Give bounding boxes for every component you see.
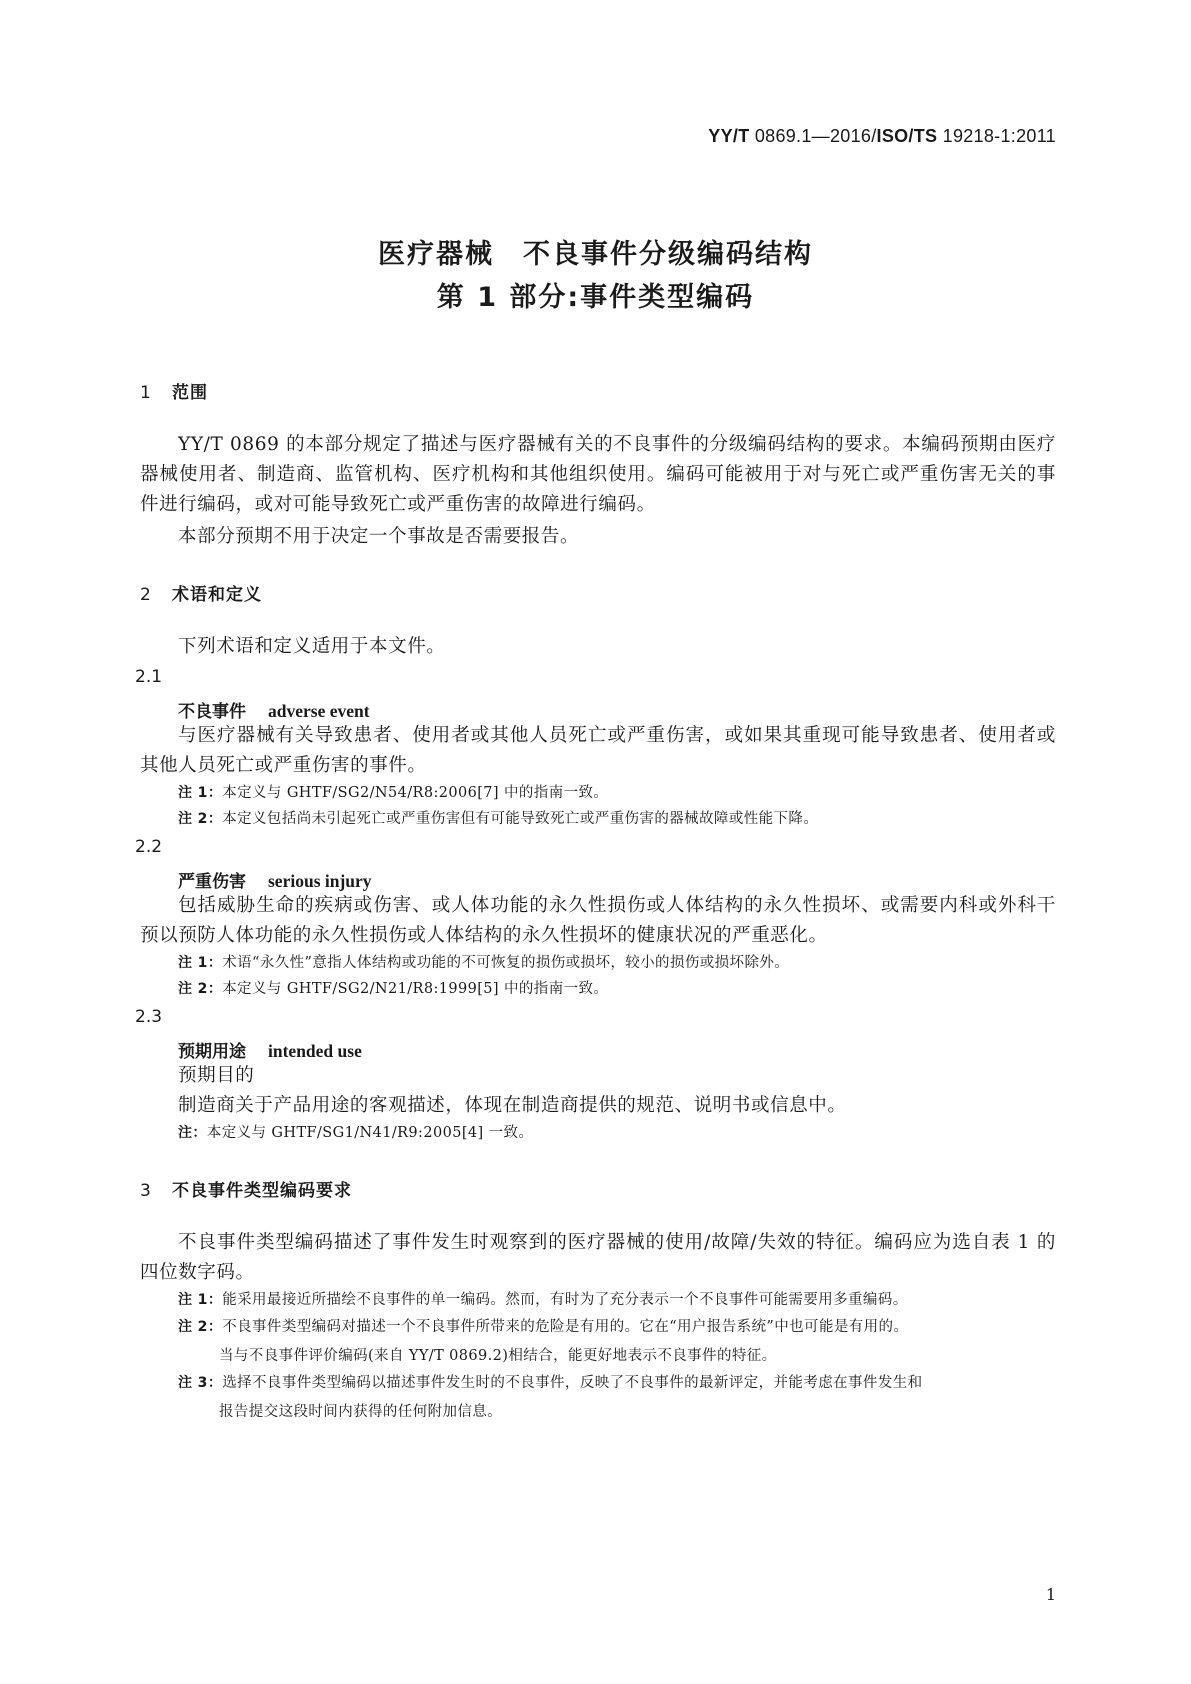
note-label: 注 3：: [178, 1375, 223, 1391]
term-en: adverse event: [268, 701, 370, 721]
note: [178, 806, 1058, 832]
section-heading-coding-requirements: [140, 1176, 352, 1201]
note-text: 选择不良事件类型编码以描述事件发生时的不良事件，反映了不良事件的最新评定，并能考虑在事件发生和: [222, 1375, 923, 1391]
std-iso: ISO/TS: [876, 126, 938, 146]
scope-paragraph-2: 本部分预期不用于决定一个事故是否需要报告。: [178, 526, 580, 547]
note-label: 注：: [178, 1125, 207, 1141]
terms-intro: 下列术语和定义适用于本文件。: [178, 636, 446, 657]
term-zh: 预期用途: [178, 1042, 246, 1062]
note: [178, 950, 1058, 976]
coding-paragraph: 不良事件类型编码描述了事件发生时观察到的医疗器械的使用/故障/失效的特征。编码应为选自表 1 的四位数字码。: [140, 1232, 1056, 1283]
note-label: 注 2：: [178, 981, 223, 997]
term-number: 2.1: [135, 667, 163, 687]
document-title-line2: 第 1 部分:事件类型编码: [436, 282, 755, 313]
term-definition: 制造商关于产品用途的客观描述，体现在制造商提供的规范、说明书或信息中。: [178, 1095, 847, 1116]
note: [178, 1120, 1058, 1146]
term-definition: 包括威胁生命的疾病或伤害、或人体功能的永久性损伤或人体结构的永久性损坏、或需要内科或外科干预以预防人体功能的永久性损伤或人体结构的永久性损坏的健康状况的严重恶化。: [140, 895, 1056, 946]
note-continuation: 报告提交这段时间内获得的任何附加信息。: [219, 1404, 503, 1420]
std-mid: 0869.1—2016/: [749, 126, 877, 146]
note-text: 本定义包括尚未引起死亡或严重伤害但有可能导致死亡或严重伤害的器械故障或性能下降。: [222, 811, 819, 827]
term-zh: 不良事件: [178, 702, 246, 722]
std-suffix: 19218-1:2011: [937, 126, 1056, 146]
note: [178, 1370, 1058, 1396]
note-text: 本定义与 GHTF/SG2/N21/R8:1999[5] 中的指南一致。: [222, 981, 609, 997]
term-definition: 与医疗器械有关导致患者、使用者或其他人员死亡或严重伤害，或如果其重现可能导致患者、使用者或其他人员死亡或严重伤害的事件。: [140, 725, 1056, 776]
alt-term: 预期目的: [178, 1065, 255, 1086]
section-number: 3: [140, 1181, 152, 1201]
scope-paragraph-1: YY/T 0869 的本部分规定了描述与医疗器械有关的不良事件的分级编码结构的要求。本编码预期由医疗器械使用者、制造商、监管机构、医疗机构和其他组织使用。编码可能被用于对与死亡或严重伤害无关的事件进行编码，或对可能导致死亡或严重伤害的故障进行编码。: [140, 434, 1056, 515]
note-label: 注 1：: [178, 1292, 223, 1308]
note: [178, 780, 1058, 806]
page-number: 1: [1045, 1585, 1056, 1604]
note-text: 本定义与 GHTF/SG2/N54/R8:2006[7] 中的指南一致。: [222, 785, 609, 801]
section-heading-terms: [140, 580, 262, 605]
term-heading: [178, 1037, 362, 1062]
note-label: 注 2：: [178, 1319, 223, 1335]
section-number: 1: [140, 383, 152, 403]
note-text: 术语“永久性”意指人体结构或功能的不可恢复的损伤或损坏，较小的损伤或损坏除外。: [222, 955, 790, 971]
note-text: 本定义与 GHTF/SG1/N41/R9:2005[4] 一致。: [206, 1125, 534, 1141]
note-continuation: 当与不良事件评价编码(来自 YY/T 0869.2)相结合，能更好地表示不良事件的特征。: [219, 1348, 777, 1364]
section-title: 术语和定义: [172, 585, 262, 605]
note-label: 注 1：: [178, 955, 223, 971]
term-heading: [178, 867, 372, 892]
term-number: 2.3: [135, 1007, 163, 1027]
term-heading: [178, 697, 370, 722]
term-number: 2.2: [135, 837, 163, 857]
document-title-line1: 医疗器械 不良事件分级编码结构: [378, 239, 813, 270]
note-label: 注 2：: [178, 811, 223, 827]
term-en: serious injury: [268, 871, 372, 891]
note: [178, 976, 1058, 1002]
section-title: 范围: [172, 383, 208, 403]
note-text: 不良事件类型编码对描述一个不良事件所带来的危险是有用的。它在“用户报告系统”中也可能是有用的。: [222, 1319, 909, 1335]
note: [178, 1314, 1058, 1340]
note-label: 注 1：: [178, 785, 223, 801]
std-prefix: YY/T: [708, 126, 750, 146]
section-number: 2: [140, 585, 152, 605]
standard-number-header: [708, 126, 1056, 147]
note: [178, 1287, 1058, 1313]
note-text: 能采用最接近所描绘不良事件的单一编码。然而，有时为了充分表示一个不良事件可能需要用多重编码。: [222, 1292, 908, 1308]
term-en: intended use: [268, 1041, 362, 1061]
section-title: 不良事件类型编码要求: [172, 1181, 352, 1201]
section-heading-scope: [140, 378, 208, 403]
term-zh: 严重伤害: [178, 872, 246, 892]
